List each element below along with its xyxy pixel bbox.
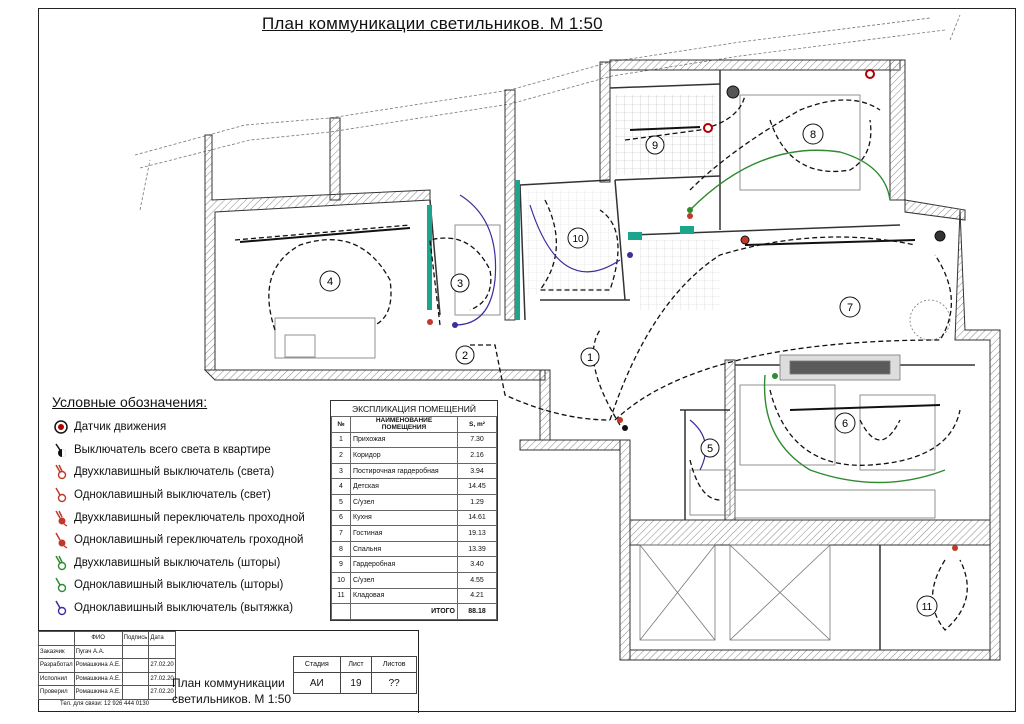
sheets-label: Листов [372, 657, 417, 673]
svg-text:2: 2 [461, 350, 469, 362]
table-row: 1 Прихожая 7.30 [332, 432, 497, 448]
sheet-value: 19 [340, 673, 372, 694]
exterior-outline [135, 15, 960, 210]
legend-label: Одноклавишный выключатель (вытяжка) [74, 602, 294, 615]
legend-title: Условные обозначения: [52, 394, 208, 410]
svg-text:7: 7 [846, 302, 854, 314]
drawing-title: План коммуникации светильников. М 1:50 [262, 14, 603, 33]
legend-label: Одноклавишный выключатель (свет) [74, 489, 271, 502]
legend-label: Одноклавишный гереключатель гроходной [74, 534, 304, 547]
explication-total-value: 88.18 [458, 604, 497, 620]
master-switch-icon [52, 441, 70, 459]
room-number-5 [701, 439, 719, 457]
stamp-sheet-info [293, 656, 417, 694]
room-number-6 [835, 413, 855, 433]
svg-text:1: 1 [586, 352, 594, 364]
stage-value: АИ [294, 673, 341, 694]
table-row: 7 Гостиная 19.13 [332, 526, 497, 542]
room-number-10 [568, 228, 588, 248]
explication-header-number: № [332, 417, 351, 433]
table-row: Заказчик Пугач А.А. [39, 645, 176, 659]
room-number-8 [803, 124, 823, 144]
legend-label: Датчик движения [74, 421, 167, 434]
explication-total-label: ИТОГО [351, 604, 458, 620]
svg-text:11: 11 [921, 602, 933, 613]
table-row: 9 Гардеробная 3.40 [332, 557, 497, 573]
svg-text:5: 5 [706, 443, 714, 455]
table-row: 2 Коридор 2.16 [332, 448, 497, 464]
explication-header-name: НАИМЕНОВАНИЕ ПОМЕЩЕНИЯ [351, 417, 458, 433]
legend-item-extractor-switch [52, 597, 322, 620]
room-number-7 [840, 297, 860, 317]
double-passthrough-switch-icon [52, 509, 70, 527]
single-switch-icon [52, 486, 70, 504]
stamp-header-row: ФИО Подпись Дата [39, 632, 176, 646]
contact-phone: Тел. для связи: 12 926 444 0130 [60, 701, 150, 707]
room-number-4 [320, 271, 340, 291]
stamp-drawing-title: План коммуникации светильников. М 1:50 [172, 676, 292, 706]
svg-text:4: 4 [326, 276, 334, 288]
legend-item-master-switch [52, 439, 322, 462]
legend-item-single-curtain-switch [52, 574, 322, 597]
svg-text:9: 9 [651, 140, 659, 152]
motion-sensor-icon [52, 418, 70, 436]
table-row: Разработал Ромашкина А.Е. 27.02.20 [39, 659, 176, 673]
room-number-2 [456, 346, 474, 364]
table-row: Исполнил Ромашкина А.Е. 27.02.20 [39, 672, 176, 686]
sheet-label: Лист [340, 657, 372, 673]
svg-text:10: 10 [572, 234, 584, 245]
table-row: 8 Спальня 13.39 [332, 541, 497, 557]
table-row: 11 Кладовая 4.21 [332, 588, 497, 604]
room-number-9 [646, 136, 664, 154]
legend-item-single-switch [52, 484, 322, 507]
svg-text:3: 3 [456, 278, 464, 290]
legend-item-motion-sensor [52, 416, 322, 439]
legend-label: Двухклавишный переключатель проходной [74, 511, 305, 524]
explication-header-area: S, m² [458, 417, 497, 433]
legend-label: Выключатель всего света в квартире [74, 443, 271, 456]
legend-label: Одноклавишный выключатель (шторы) [74, 579, 284, 592]
double-switch-icon [52, 463, 70, 481]
single-passthrough-switch-icon [52, 531, 70, 549]
extractor-switch-icon [52, 599, 70, 617]
room-explication-table [330, 400, 498, 621]
table-row: Проверил Ромашкина А.Е. 27.02.20 [39, 686, 176, 700]
legend [52, 394, 322, 619]
sheets-value: ?? [372, 673, 417, 694]
legend-item-double-switch [52, 461, 322, 484]
room-number-3 [451, 274, 469, 292]
table-row: 5 С/узел 1.29 [332, 494, 497, 510]
legend-item-double-curtain-switch [52, 552, 322, 575]
table-row: 4 Детская 14.45 [332, 479, 497, 495]
room-number-1 [581, 348, 599, 366]
svg-text:8: 8 [809, 129, 817, 141]
legend-item-double-passthrough-switch [52, 506, 322, 529]
legend-item-single-passthrough-switch [52, 529, 322, 552]
svg-text:6: 6 [841, 418, 849, 430]
legend-label: Двухклавишный выключатель (шторы) [74, 556, 281, 569]
single-curtain-switch-icon [52, 576, 70, 594]
legend-label: Двухклавишный выключатель (света) [74, 466, 275, 479]
double-curtain-switch-icon [52, 554, 70, 572]
stage-label: Стадия [294, 657, 341, 673]
table-row: 10 С/узел 4.55 [332, 572, 497, 588]
explication-header-row [332, 417, 497, 433]
table-row: 6 Кухня 14.61 [332, 510, 497, 526]
explication-title: ЭКСПЛИКАЦИЯ ПОМЕЩЕНИЙ [352, 404, 476, 414]
explication-total-row [332, 604, 497, 620]
room-number-11 [917, 596, 937, 616]
table-row: 3 Постирочная гардеробная 3.94 [332, 463, 497, 479]
